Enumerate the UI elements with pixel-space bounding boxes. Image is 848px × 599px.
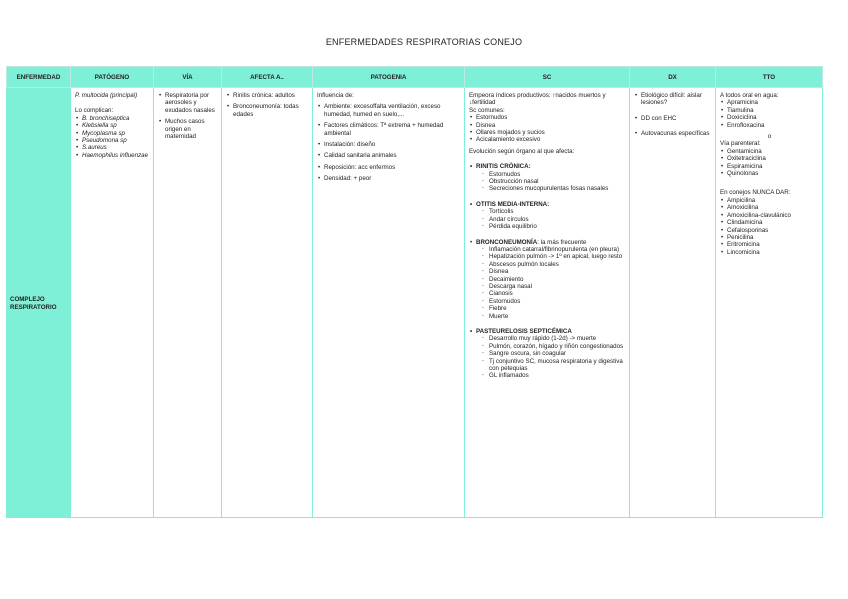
list-item: • Calidad sanitaria animales — [324, 152, 461, 159]
otitis-heading — [469, 201, 626, 208]
via-list — [158, 92, 218, 140]
list-item: - Descarga nasal — [489, 283, 626, 290]
list-item: - Obstrucción nasal — [489, 178, 626, 185]
pasteur-list — [469, 335, 626, 379]
list-item: • Estornudos — [476, 114, 626, 121]
table-row — [7, 88, 823, 518]
rinitis-heading — [469, 163, 626, 170]
header-afecta: AFECTA A.. — [222, 67, 313, 88]
list-item: • Quinolonas — [727, 170, 819, 177]
sc-comunes-list — [469, 114, 626, 144]
list-item: - GL inflamados — [489, 372, 626, 379]
tto-parenteral-label: Vía parenteral: — [720, 140, 761, 148]
sc-comunes-label: Sc comunes: — [469, 106, 505, 114]
list-item: • Haemophilus influenzae — [82, 152, 150, 159]
list-item: • Instalación: diseño — [324, 141, 461, 148]
list-item: - Hepatización pulmón -> 1º en apical, luego resto — [489, 253, 626, 260]
rinitis-title: • RINITIS CRÓNICA: — [476, 163, 626, 170]
rinitis-list — [469, 171, 626, 193]
list-item: - Pulmón, corazón, hígado y riñón congestionados — [489, 343, 626, 350]
complican-label: Lo complican: — [75, 107, 114, 115]
list-item: - Inflamación catarral/fibrinopurulenta (en pleura) — [489, 246, 626, 253]
cell-dx — [630, 88, 716, 518]
dx-list — [634, 92, 712, 138]
list-item: • Mycoplasma sp — [82, 130, 150, 137]
list-item: • Autovacunas específicas — [641, 130, 712, 137]
cell-tto — [716, 88, 823, 518]
list-item: • Klebsiella sp — [82, 122, 150, 129]
list-item: • Lincomicina — [727, 249, 819, 256]
list-item: • S.aureus — [82, 144, 150, 151]
list-item: • Densidad: + peor — [324, 175, 461, 182]
pasteur-heading — [469, 328, 626, 335]
sc-evolucion: Evolución según órgano al que afecta: — [469, 147, 575, 155]
list-item: • Disnea — [476, 122, 626, 129]
list-item: • Reposición: acc enfermos — [324, 164, 461, 171]
list-item: • Doxiciclina — [727, 114, 819, 121]
list-item: • Oxitetraciclina — [727, 155, 819, 162]
list-item: • Ollares mojados y sucios — [476, 129, 626, 136]
list-item: - Sangre oscura, sin coagular — [489, 350, 626, 357]
header-patogeno: PATÓGENO — [71, 67, 154, 88]
cell-patogenia — [313, 88, 465, 518]
list-item: - Estornudos — [489, 298, 626, 305]
list-item: • Acicalamiento excesivo — [476, 136, 626, 143]
list-item: - Desarrollo muy rápido (1-2d) -> muerte — [489, 335, 626, 342]
header-dx: DX — [630, 67, 716, 88]
bronco-title: BRONCONEUMONÍA — [476, 238, 538, 246]
patogenia-list — [317, 103, 461, 182]
header-via: VÍA — [154, 67, 222, 88]
list-item: - Tortícolis — [489, 208, 626, 215]
patogenia-intro: Influencia de: — [317, 92, 354, 99]
list-item: • Muchos casos origen en maternidad — [165, 118, 218, 140]
list-item: - Estornudos — [489, 171, 626, 178]
header-sc: SC — [465, 67, 630, 88]
list-item: • Gentamicina — [727, 148, 819, 155]
list-item: - Fiebre — [489, 305, 626, 312]
list-item: • Clindamicina — [727, 219, 819, 226]
list-item: - Abscesos pulmón locales — [489, 261, 626, 268]
pasteur-title: • PASTEURELOSIS SEPTICÉMICA — [476, 328, 626, 335]
tto-o: o — [767, 133, 772, 141]
list-item: - Secreciones mucopurulentas fosas nasales — [489, 185, 626, 192]
bronco-list — [469, 246, 626, 320]
afecta-list — [226, 92, 309, 118]
list-item: • Ampicilina — [727, 197, 819, 204]
list-item: - Tj conjuntivo SC, mucosa respiratoria y digestiva con petequias — [489, 358, 626, 373]
list-item: • Tiamulina — [727, 107, 819, 114]
tto-oral-label: A todos oral en agua: — [720, 92, 779, 99]
list-item: - Muerte — [489, 313, 626, 320]
bronco-suffix: : la más frecuente — [537, 238, 587, 246]
patogeno-main: P. multocida (principal) — [75, 92, 138, 99]
tto-nunca-list — [720, 197, 819, 256]
diseases-table — [6, 66, 823, 518]
list-item: • Factores climáticos: Tª extrema + humedad ambiental — [324, 122, 461, 137]
list-item: - Decaimiento — [489, 276, 626, 283]
otitis-title: • OTITIS MEDIA-INTERNA: — [476, 201, 626, 208]
list-item: • Eritromicina — [727, 241, 819, 248]
list-item: • Ambiente: excesoffalta ventilación, exceso humedad, humed en suelo,... — [324, 103, 461, 118]
complican-list — [75, 115, 150, 159]
cell-via — [154, 88, 222, 518]
otitis-list — [469, 208, 626, 230]
sc-intro: Empeora índices productivos: ↑nacidos muertos y ↓fertilidad — [469, 92, 606, 107]
list-item: • Apramicina — [727, 99, 819, 106]
cell-afecta — [222, 88, 313, 518]
list-item: • Amoxicilina-clavulánico — [727, 212, 819, 219]
list-item: • Rinitis crónica: adultos — [233, 92, 309, 99]
list-item: • Espiramicina — [727, 163, 819, 170]
header-patogenia: PATOGENIA — [313, 67, 465, 88]
list-item: • DD con EHC — [641, 115, 712, 122]
list-item: - Disnea — [489, 268, 626, 275]
list-item: • Bronconeumonía: todas edades — [233, 103, 309, 118]
header-row — [7, 67, 823, 88]
list-item: • Amoxicilina — [727, 204, 819, 211]
header-enfermedad: ENFERMEDAD — [7, 67, 71, 88]
list-item: - Cianosis — [489, 290, 626, 297]
bronco-heading-item — [476, 239, 626, 246]
list-item: - Andar círculos — [489, 216, 626, 223]
list-item: • Pseudomona sp — [82, 137, 150, 144]
bronco-heading — [469, 239, 626, 246]
list-item: • Enrofloxacina — [727, 122, 819, 129]
tto-oral-list — [720, 99, 819, 129]
header-tto: TTO — [716, 67, 823, 88]
list-item: - Pérdida equilibrio — [489, 223, 626, 230]
list-item: • Cefalosporinas — [727, 227, 819, 234]
list-item: • B. bronchiseptica — [82, 115, 150, 122]
cell-sc — [465, 88, 630, 518]
tto-nunca-label: En conejos NUNCA DAR: — [720, 189, 791, 197]
page-title: ENFERMEDADES RESPIRATORIAS CONEJO — [325, 37, 523, 47]
cell-patogeno — [71, 88, 154, 518]
list-item: • Respiratoria por aerosoles y exudados nasales — [165, 92, 218, 114]
list-item: • Penicilina — [727, 234, 819, 241]
cell-enfermedad: COMPLEJO RESPIRATORIO — [7, 88, 71, 518]
list-item: • Etiológico difícil: aislar lesiones? — [641, 92, 712, 107]
tto-parenteral-list — [720, 148, 819, 178]
